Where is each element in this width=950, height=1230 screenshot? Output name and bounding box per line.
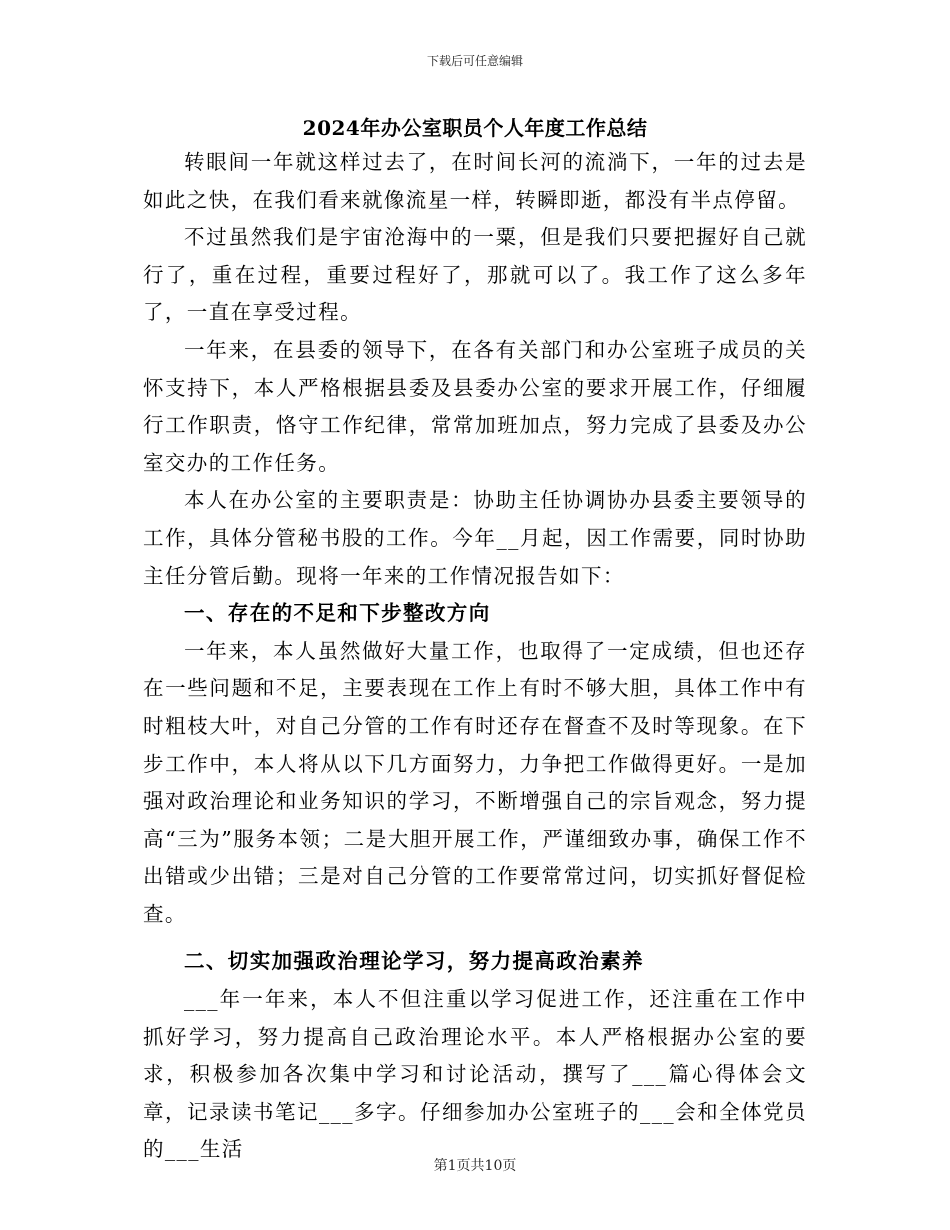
paragraph: 一年来，本人虽然做好大量工作，也取得了一定成绩，但也还存在一些问题和不足，主要表现在工作上有时不够大胆，具体工作中有时粗枝大叶，对自己分管的工作有时还存在督查不及时等现象。在下步工作中，本人将从以下几方面努力，力争把工作做得更好。一是加强对政治理论和业务知识的学习，不断增强自己的宗旨观念，努力提高“三为”服务本领；二是大胆开展工作，严谨细致办事，确保工作不出错或少出错；三是对自己分管的工作要常常过问，切实抓好督促检查。 (143, 638, 807, 926)
paragraph: 一年来，在县委的领导下，在各有关部门和办公室班子成员的关怀支持下，本人严格根据县委及县委办公室的要求开展工作，仔细履行工作职责，恪守工作纪律，常常加班加点，努力完成了县委及办公室交办的工作任务。 (143, 337, 807, 475)
page-footer: 第1页共10页 (433, 1158, 517, 1174)
section-heading: 二、切实加强政治理论学习，努力提高政治素养 (184, 949, 644, 974)
paragraph: 转眼间一年就这样过去了，在时间长河的流淌下，一年的过去是如此之快，在我们看来就像流星一样，转瞬即逝，都没有半点停留。 (143, 150, 807, 212)
section-heading: 一、存在的不足和下步整改方向 (184, 601, 491, 626)
paragraph: 不过虽然我们是宇宙沧海中的一粟，但是我们只要把握好自己就行了，重在过程，重要过程好了，那就可以了。我工作了这么多年了，一直在享受过程。 (143, 225, 807, 325)
paragraph: ___年一年来，本人不但注重以学习促进工作，还注重在工作中抓好学习，努力提高自己政治理论水平。本人严格根据办公室的要求，积极参加各次集中学习和讨论活动，撰写了___篇心得体会文章，记录读书笔记___多字。仔细参加办公室班子的___会和全体党员的___生活 (143, 987, 807, 1162)
document-title: 2024年办公室职员个人年度工作总结 (302, 116, 648, 140)
page-header: 下载后可任意编辑 (426, 54, 523, 68)
document-body (143, 144, 807, 1169)
paragraph: 本人在办公室的主要职责是：协助主任协调协办县委主要领导的工作，具体分管秘书股的工作。今年__月起，因工作需要，同时协助主任分管后勤。现将一年来的工作情况报告如下： (143, 488, 807, 588)
